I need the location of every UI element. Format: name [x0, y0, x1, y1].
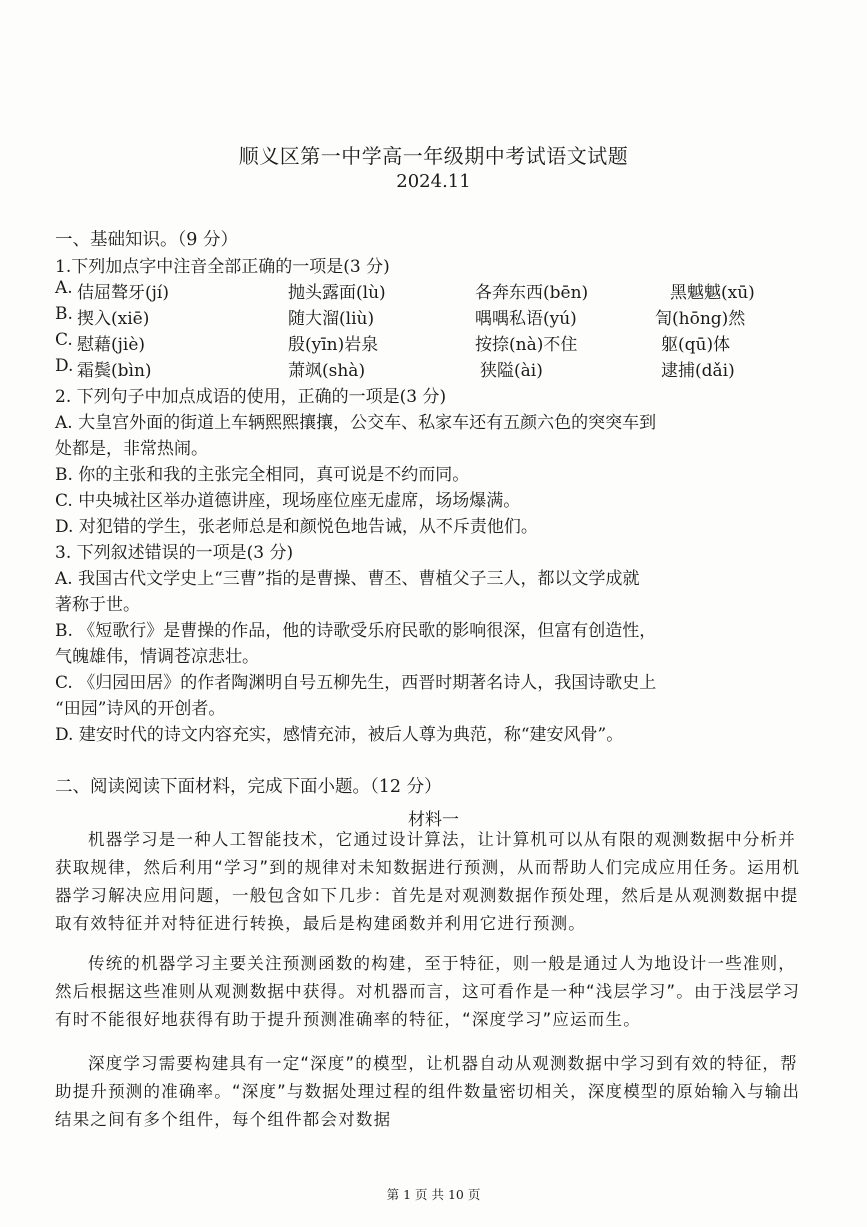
option-item: 佶屈聱牙(jí): [77, 283, 169, 303]
q3-option-d: D. 建安时代的诗文内容充实，感情充沛，被后人尊为典范，称“建安风骨”。: [55, 725, 624, 745]
option-item: 狭隘(ài): [480, 361, 543, 381]
q3-option-c-line2: “田园”诗风的开创者。: [55, 699, 226, 719]
option-item: 殷(yīn)岩泉: [288, 335, 379, 355]
option-label: B.: [55, 304, 73, 324]
q2-option-a-line2: 处都是，非常热闹。: [55, 439, 208, 459]
option-label: D.: [55, 356, 74, 376]
q2-option-d: D. 对犯错的学生，张老师总是和颜悦色地告诫，从不斥责他们。: [55, 517, 538, 537]
q3-option-b-line2: 气魄雄伟，情调苍凉悲壮。: [55, 647, 259, 667]
section-2-heading: 二、阅读阅读下面材料，完成下面小题。（12 分）: [55, 777, 442, 797]
q3-option-a-line2: 著称于世。: [55, 595, 140, 615]
option-item: 訇(hōng)然: [655, 309, 746, 329]
option-item: 按捺(nà)不住: [475, 335, 578, 355]
material-paragraph-3: 深度学习需要构建具有一定“深度”的模型，让机器自动从观测数据中学习到有效的特征，帮助提升预测的准确率。“深度”与数据处理过程的组件数量密切相关，深度模型的原始输入与输出结果之间有多个组件，每个组件都会对数据: [55, 1054, 801, 1129]
option-item: 黑魆魆(xū): [670, 283, 755, 303]
q3-option-b-line1: B. 《短歌行》是曹操的作品，他的诗歌受乐府民歌的影响很深，但富有创造性，: [55, 621, 657, 641]
option-item: 抛头露面(lù): [288, 283, 386, 303]
q2-option-a-line1: A. 大皇宫外面的街道上车辆熙熙攘攘，公交车、私家车还有五颜六色的突突车到: [55, 413, 657, 433]
q3-option-a-line1: A. 我国古代文学史上“三曹”指的是曹操、曹丕、曹植父子三人，都以文学成就: [55, 569, 640, 589]
section-1-heading: 一、基础知识。（9 分）: [55, 230, 238, 250]
question-2-stem: 2. 下列句子中加点成语的使用，正确的一项是(3 分): [55, 387, 447, 407]
question-1-stem: 1.下列加点字中注音全部正确的一项是(3 分): [55, 257, 390, 277]
material-title: 材料一: [408, 810, 459, 830]
q3-option-c-line1: C. 《归园田居》的作者陶渊明自号五柳先生，西晋时期著名诗人，我国诗歌史上: [55, 673, 657, 693]
question-3-stem: 3. 下列叙述错误的一项是(3 分): [55, 543, 294, 563]
option-label: C.: [55, 330, 73, 350]
option-item: 各奔东西(bēn): [475, 283, 589, 303]
option-item: 喁喁私语(yú): [475, 309, 577, 329]
page-footer: 第 1 页 共 10 页: [386, 1187, 481, 1202]
option-item: 慰藉(jiè): [77, 335, 146, 355]
option-item: 随大溜(liù): [288, 309, 375, 329]
exam-date: 2024.11: [396, 171, 471, 192]
option-item: 萧飒(shà): [288, 361, 366, 381]
option-item: 躯(qū)体: [661, 335, 731, 355]
q2-option-c: C. 中央城社区举办道德讲座，现场座位座无虚席，场场爆满。: [55, 491, 521, 511]
page-title: 顺义区第一中学高一年级期中考试语文试题: [238, 144, 629, 168]
option-item: 揳入(xiē): [77, 309, 150, 329]
option-item: 逮捕(dǎi): [661, 361, 735, 381]
q2-option-b: B. 你的主张和我的主张完全相同，真可说是不约而同。: [55, 465, 470, 485]
option-label: A.: [55, 278, 73, 298]
option-item: 霜鬓(bìn): [77, 361, 152, 381]
material-paragraph-2: 传统的机器学习主要关注预测函数的构建，至于特征，则一般是通过人为地设计一些准则，然后根据这些准则从观测数据中获得。对机器而言，这可看作是一种“浅层学习”。由于浅层学习有时不能很好地获得有助于提升预测准确率的特征，“深度学习”应运而生。: [55, 954, 801, 1029]
material-paragraph-1: 机器学习是一种人工智能技术，它通过设计算法，让计算机可以从有限的观测数据中分析并获取规律，然后利用“学习”到的规律对未知数据进行预测，从而帮助人们完成应用任务。运用机器学习解决应用问题，一般包含如下几步：首先是对观测数据作预处理，然后是从观测数据中提取有效特征并对特征进行转换，最后是构建函数并利用它进行预测。: [55, 830, 801, 933]
